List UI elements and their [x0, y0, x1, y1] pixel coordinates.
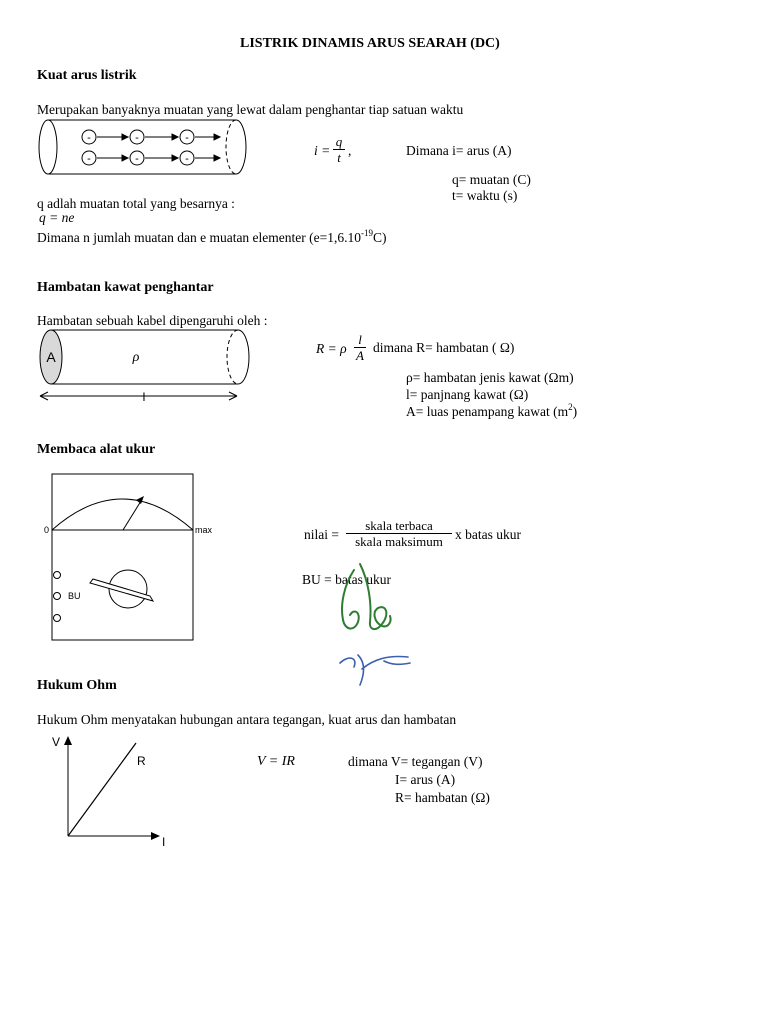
- def-arus: Dimana i= arus (A): [406, 143, 512, 158]
- charge-sign: -: [135, 132, 139, 144]
- charge-sign: -: [87, 132, 91, 144]
- wire-diagram: [36, 328, 252, 404]
- heading-alat-ukur: Membaca alat ukur: [37, 442, 156, 457]
- current-formula-numerator: q: [335, 134, 343, 149]
- meter-diagram: [40, 470, 220, 645]
- cross-section-label: A: [46, 349, 56, 365]
- kuat-arus-intro: Merupakan banyaknya muatan yang lewat dalam penghantar tiap satuan waktu: [37, 102, 464, 117]
- charge-total-text: q adlah muatan total yang besarnya :: [37, 196, 235, 211]
- scale-zero-label: 0: [44, 525, 50, 535]
- def-panjang: l= panjnang kawat (Ω): [406, 387, 529, 402]
- def-luas: A= luas penampang kawat $(m^2)$: [406, 402, 578, 419]
- axis-i-label: I: [162, 835, 166, 849]
- charge-sign: -: [87, 153, 91, 165]
- bu-definition: BU = batas ukur: [302, 572, 391, 587]
- paraf-mark: [336, 645, 416, 690]
- reading-formula-lhs: nilai =: [304, 527, 339, 542]
- def-hambatan-ohm: R= hambatan (Ω): [395, 790, 490, 805]
- heading-kuat-arus: Kuat arus listrik: [37, 68, 137, 83]
- def-arus-ohm: I= arus (A): [395, 772, 456, 787]
- reading-formula-numerator: skala terbaca: [365, 518, 433, 533]
- def-waktu: t= waktu (s): [452, 188, 518, 203]
- current-formula-lhs: i =: [314, 143, 331, 158]
- def-muatan: q= muatan (C): [452, 172, 531, 187]
- current-formula-comma: ,: [348, 143, 352, 158]
- page-title: LISTRIK DINAMIS ARUS SEARAH (DC): [240, 36, 500, 51]
- signature-mark: [336, 560, 416, 635]
- ohm-graph: [46, 730, 176, 850]
- reading-formula-rhs: x batas ukur: [455, 527, 521, 542]
- charge-sign: -: [185, 153, 189, 165]
- charge-sign: -: [135, 153, 139, 165]
- heading-hambatan-kawat: Hambatan kawat penghantar: [37, 280, 214, 295]
- hambatan-intro: Hambatan sebuah kabel dipengaruhi oleh :: [37, 313, 268, 328]
- current-formula-fraction: [333, 134, 345, 165]
- conductor-charges-diagram: [36, 117, 250, 177]
- axis-v-label: V: [52, 735, 61, 749]
- charge-formula: q = ne: [39, 210, 75, 225]
- charge-sign: -: [185, 132, 189, 144]
- line-r-label: R: [137, 754, 146, 768]
- reading-formula-denominator: skala maksimum: [355, 534, 443, 549]
- length-label: l: [142, 390, 146, 404]
- resistance-formula-lhs: R = ρ: [316, 341, 347, 356]
- heading-hukum-ohm: Hukum Ohm: [37, 678, 117, 693]
- resistance-formula-numerator: l: [358, 332, 362, 347]
- current-formula-denominator: t: [337, 150, 341, 165]
- hukum-ohm-intro: Hukum Ohm menyatakan hubungan antara tegangan, kuat arus dan hambatan: [37, 712, 457, 727]
- def-tegangan: dimana V= tegangan (V): [348, 754, 483, 769]
- ohm-formula: V = IR: [257, 754, 295, 769]
- def-hambatan-jenis: ρ= hambatan jenis kawat (Ωm): [406, 370, 574, 385]
- resistance-formula-fraction: [354, 332, 366, 363]
- elementary-charge-text: Dimana n jumlah muatan dan e muatan elementer $(e=1,6.10^{-19}C)$: [37, 228, 387, 245]
- scale-max-label: max: [195, 525, 213, 535]
- def-hambatan: dimana R= hambatan ( Ω): [373, 340, 515, 355]
- resistivity-label: ρ: [132, 350, 140, 365]
- resistance-formula-denominator: A: [356, 348, 364, 363]
- bu-label: BU: [68, 591, 81, 601]
- reading-formula-fraction: [346, 518, 452, 549]
